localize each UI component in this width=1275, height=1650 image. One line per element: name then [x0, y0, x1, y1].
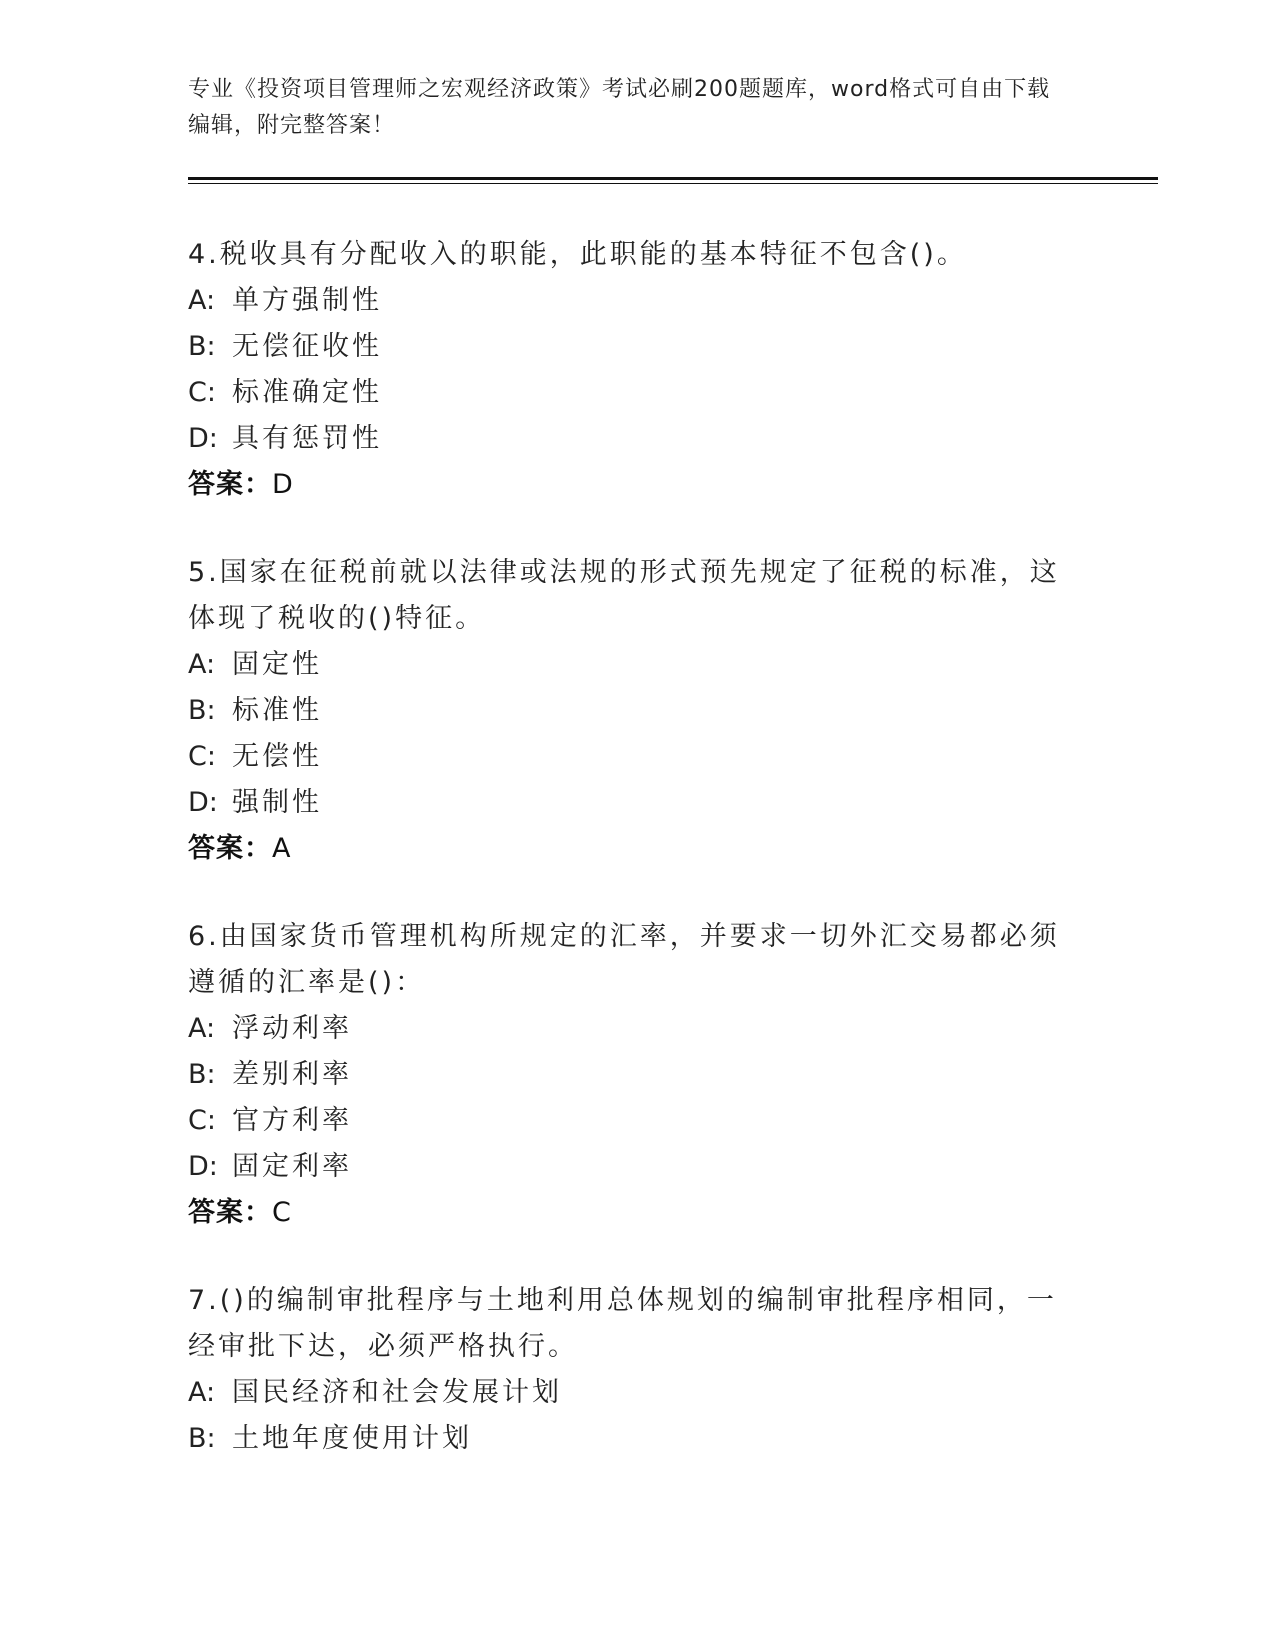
option-text: 官方利率: [232, 1105, 352, 1136]
question-6: [188, 914, 1068, 1236]
option-text: 标准确定性: [232, 377, 382, 408]
option-b: [188, 1416, 1068, 1462]
option-a: [188, 278, 1068, 324]
answer-value: A: [272, 833, 292, 864]
question-text: 6.由国家货币管理机构所规定的汇率，并要求一切外汇交易都必须遵循的汇率是()：: [188, 921, 1060, 998]
option-a: [188, 1006, 1068, 1052]
answer-label: 答案：: [188, 469, 272, 500]
option-letter: D:: [188, 1151, 218, 1182]
option-text: 具有惩罚性: [232, 423, 382, 454]
option-text: 标准性: [232, 695, 322, 726]
question-5: [188, 550, 1068, 872]
option-d: [188, 1144, 1068, 1190]
option-text: 固定利率: [232, 1151, 352, 1182]
option-text: 土地年度使用计划: [232, 1423, 472, 1454]
option-text: 单方强制性: [232, 285, 382, 316]
option-letter: B:: [188, 1423, 216, 1454]
option-b: [188, 324, 1068, 370]
option-letter: B:: [188, 695, 216, 726]
option-letter: A:: [188, 285, 216, 316]
answer-label: 答案：: [188, 833, 272, 864]
answer: [188, 462, 1068, 508]
option-letter: C:: [188, 377, 216, 408]
option-c: [188, 370, 1068, 416]
option-text: 固定性: [232, 649, 322, 680]
option-letter: B:: [188, 1059, 216, 1090]
option-b: [188, 1052, 1068, 1098]
answer: [188, 826, 1068, 872]
option-a: [188, 1370, 1068, 1416]
option-text: 强制性: [232, 787, 322, 818]
option-letter: A:: [188, 1377, 216, 1408]
answer-label: 答案：: [188, 1197, 272, 1228]
option-d: [188, 416, 1068, 462]
answer-value: D: [272, 469, 294, 500]
option-c: [188, 734, 1068, 780]
option-c: [188, 1098, 1068, 1144]
option-letter: A:: [188, 649, 216, 680]
header-divider-thick: [188, 177, 1158, 180]
option-text: 国民经济和社会发展计划: [232, 1377, 562, 1408]
question-text: 7.()的编制审批程序与土地利用总体规划的编制审批程序相同，一经审批下达，必须严格执行。: [188, 1285, 1057, 1362]
answer: [188, 1190, 1068, 1236]
option-text: 无偿征收性: [232, 331, 382, 362]
option-letter: B:: [188, 331, 216, 362]
option-text: 差别利率: [232, 1059, 352, 1090]
question-7: [188, 1278, 1068, 1462]
option-letter: C:: [188, 741, 216, 772]
question-4: [188, 232, 1068, 508]
option-d: [188, 780, 1068, 826]
question-text: 5.国家在征税前就以法律或法规的形式预先规定了征税的标准，这体现了税收的()特征。: [188, 557, 1060, 634]
option-a: [188, 642, 1068, 688]
question-text: 4.税收具有分配收入的职能，此职能的基本特征不包含()。: [188, 239, 967, 270]
option-text: 无偿性: [232, 741, 322, 772]
option-letter: D:: [188, 787, 218, 818]
header-divider-thin: [188, 183, 1158, 184]
option-letter: C:: [188, 1105, 216, 1136]
option-letter: A:: [188, 1013, 216, 1044]
document-header: 专业《投资项目管理师之宏观经济政策》考试必刷200题题库，word格式可自由下载编辑，附完整答案！: [188, 77, 1051, 138]
option-b: [188, 688, 1068, 734]
option-text: 浮动利率: [232, 1013, 352, 1044]
option-letter: D:: [188, 423, 218, 454]
question-list: [188, 232, 1068, 1504]
answer-value: C: [272, 1197, 292, 1228]
